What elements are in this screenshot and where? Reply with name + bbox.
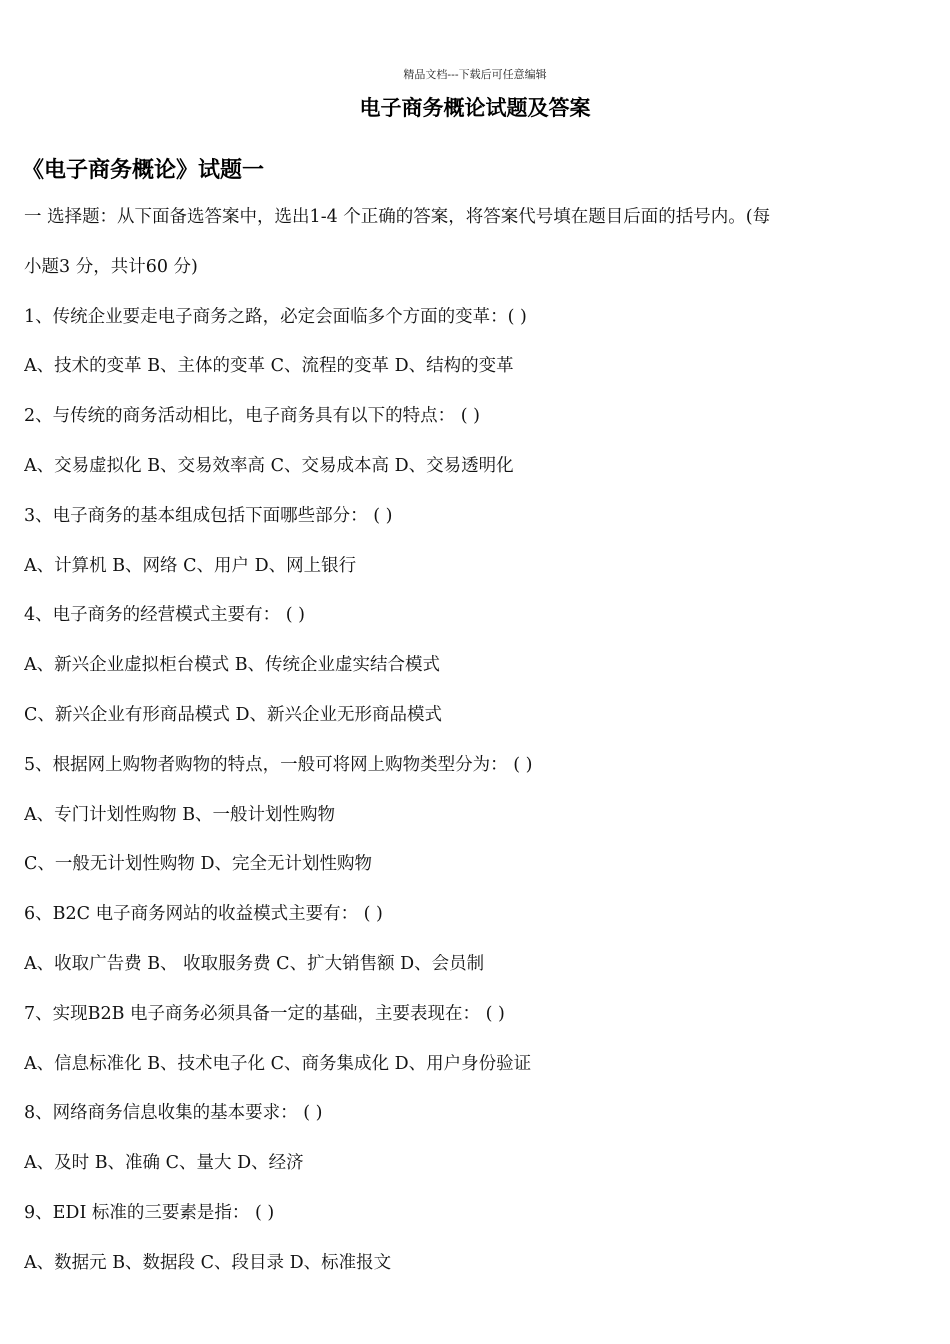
document-title: 电子商务概论试题及答案 <box>359 95 591 120</box>
answer-options: C、一般无计划性购物 D、完全无计划性购物 <box>24 854 372 875</box>
instruction-line: 一 选择题：从下面备选答案中，选出1-4 个正确的答案，将答案代号填在题目后面的括号内。(每 <box>24 207 771 227</box>
answer-options: A、计算机 B、网络 C、用户 D、网上银行 <box>24 555 357 576</box>
answer-options: A、及时 B、准确 C、量大 D、经济 <box>24 1153 304 1174</box>
answer-options: A、交易虚拟化 B、交易效率高 C、交易成本高 D、交易透明化 <box>24 455 514 476</box>
header-note: 精品文档---下载后可任意编辑 <box>403 68 547 81</box>
section-title: 《电子商务概论》试题一 <box>22 157 265 183</box>
question-text: 9、EDI 标准的三要素是指： ( ) <box>24 1202 275 1223</box>
answer-options: A、专门计划性购物 B、一般计划性购物 <box>24 804 336 825</box>
question-text: 5、根据网上购物者购物的特点，一般可将网上购物类型分为： ( ) <box>24 754 533 775</box>
question-text: 6、B2C 电子商务网站的收益模式主要有： ( ) <box>24 904 383 925</box>
question-list <box>24 203 924 1299</box>
answer-options: A、数据元 B、数据段 C、段目录 D、标准报文 <box>24 1252 392 1273</box>
question-text: 1、传统企业要走电子商务之路，必定会面临多个方面的变革：( ) <box>24 306 527 327</box>
question-text: 7、实现B2B 电子商务必须具备一定的基础，主要表现在： ( ) <box>24 1003 505 1024</box>
answer-options: A、技术的变革 B、主体的变革 C、流程的变革 D、结构的变革 <box>24 356 514 377</box>
answer-options: A、信息标准化 B、技术电子化 C、商务集成化 D、用户身份验证 <box>24 1053 532 1074</box>
answer-options: C、新兴企业有形商品模式 D、新兴企业无形商品模式 <box>24 704 442 725</box>
instruction-line: 小题3 分，共计60 分) <box>24 256 198 277</box>
question-text: 3、电子商务的基本组成包括下面哪些部分： ( ) <box>24 505 393 526</box>
question-text: 8、网络商务信息收集的基本要求： ( ) <box>24 1103 323 1124</box>
answer-options: A、收取广告费 B、 收取服务费 C、扩大销售额 D、会员制 <box>24 953 485 974</box>
answer-options: A、新兴企业虚拟柜台模式 B、传统企业虚实结合模式 <box>24 655 441 676</box>
question-text: 4、电子商务的经营模式主要有： ( ) <box>24 605 305 626</box>
question-text: 2、与传统的商务活动相比，电子商务具有以下的特点： ( ) <box>24 406 480 427</box>
